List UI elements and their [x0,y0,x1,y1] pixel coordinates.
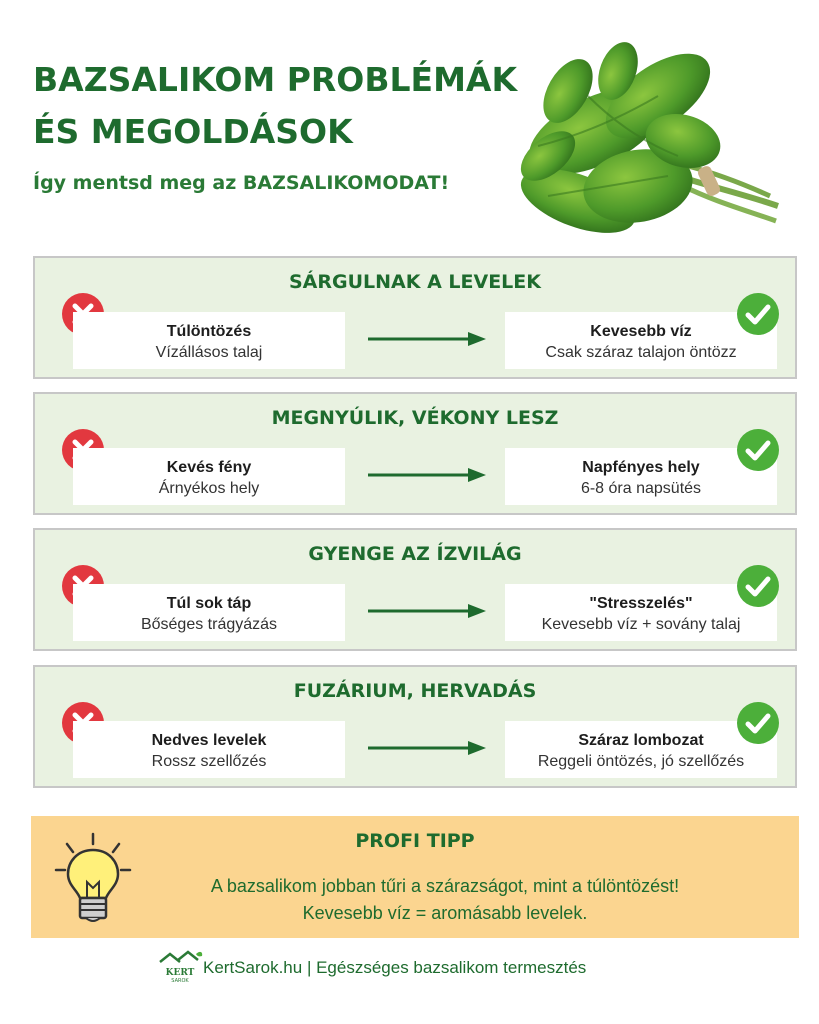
problem-title: Túlöntözés [166,323,252,340]
check-circle-icon [737,429,779,471]
page-title-line-1: BAZSALIKOM PROBLÉMÁK [33,60,518,99]
tip-line-2: Kevesebb víz = aromásabb levelek. [302,903,588,923]
tip-title: PROFI TIPP [355,830,475,852]
problem-card-leggy-growth [33,392,797,515]
footer-text: KertSarok.hu | Egészséges bazsalikom termesztés [203,958,587,977]
arrow-right-icon [368,603,486,619]
tip-line-1: A bazsalikom jobban tűri a szárazságot, mint a túlöntözést! [210,876,680,896]
card-title: SÁRGULNAK A LEVELEK [289,271,541,293]
problem-box [73,584,345,641]
solution-description: Csak száraz talajon öntözz [545,344,737,361]
problem-description: Vízállásos talaj [155,344,263,361]
check-circle-icon [737,565,779,607]
problem-box [73,448,345,505]
page-subtitle: Így mentsd meg az BAZSALIKOMODAT! [33,172,450,194]
page-title [33,54,517,158]
problem-description: Árnyékos hely [158,480,260,497]
solution-title: Száraz lombozat [578,732,704,749]
card-title: FUZÁRIUM, HERVADÁS [293,680,537,702]
solution-description: Reggeli öntözés, jó szellőzés [537,753,745,770]
footer [156,946,676,986]
solution-description: Kevesebb víz + sovány talaj [541,616,741,633]
problem-card-weak-flavor [33,528,797,651]
problem-title: Nedves levelek [151,732,267,749]
card-title: GYENGE AZ ÍZVILÁG [308,543,522,565]
logo-text-bottom: SAROK [171,978,189,984]
problem-title: Kevés fény [166,459,252,476]
arrow-right-icon [368,740,486,756]
logo-text-top: KERT [165,968,195,978]
problem-card-fusarium-wilt [33,665,797,788]
arrow-right-icon [368,331,486,347]
solution-title: "Stresszelés" [589,595,693,612]
problem-description: Rossz szellőzés [151,753,267,770]
problem-box [73,312,345,369]
problem-title: Túl sok táp [166,595,252,612]
arrow-right-icon [368,467,486,483]
pro-tip-box [31,816,799,938]
solution-description: 6-8 óra napsütés [580,480,702,497]
card-title: MEGNYÚLIK, VÉKONY LESZ [271,407,559,429]
check-circle-icon [737,702,779,744]
solution-title: Napfényes hely [582,459,700,476]
problem-card-yellowing-leaves [33,256,797,379]
page-title-line-2: ÉS MEGOLDÁSOK [33,112,353,151]
solution-title: Kevesebb víz [590,323,692,340]
problem-description: Bőséges trágyázás [140,616,278,633]
check-circle-icon [737,293,779,335]
basil-plant-image [508,36,798,251]
kertsarok-logo [156,946,204,984]
problem-box [73,721,345,778]
